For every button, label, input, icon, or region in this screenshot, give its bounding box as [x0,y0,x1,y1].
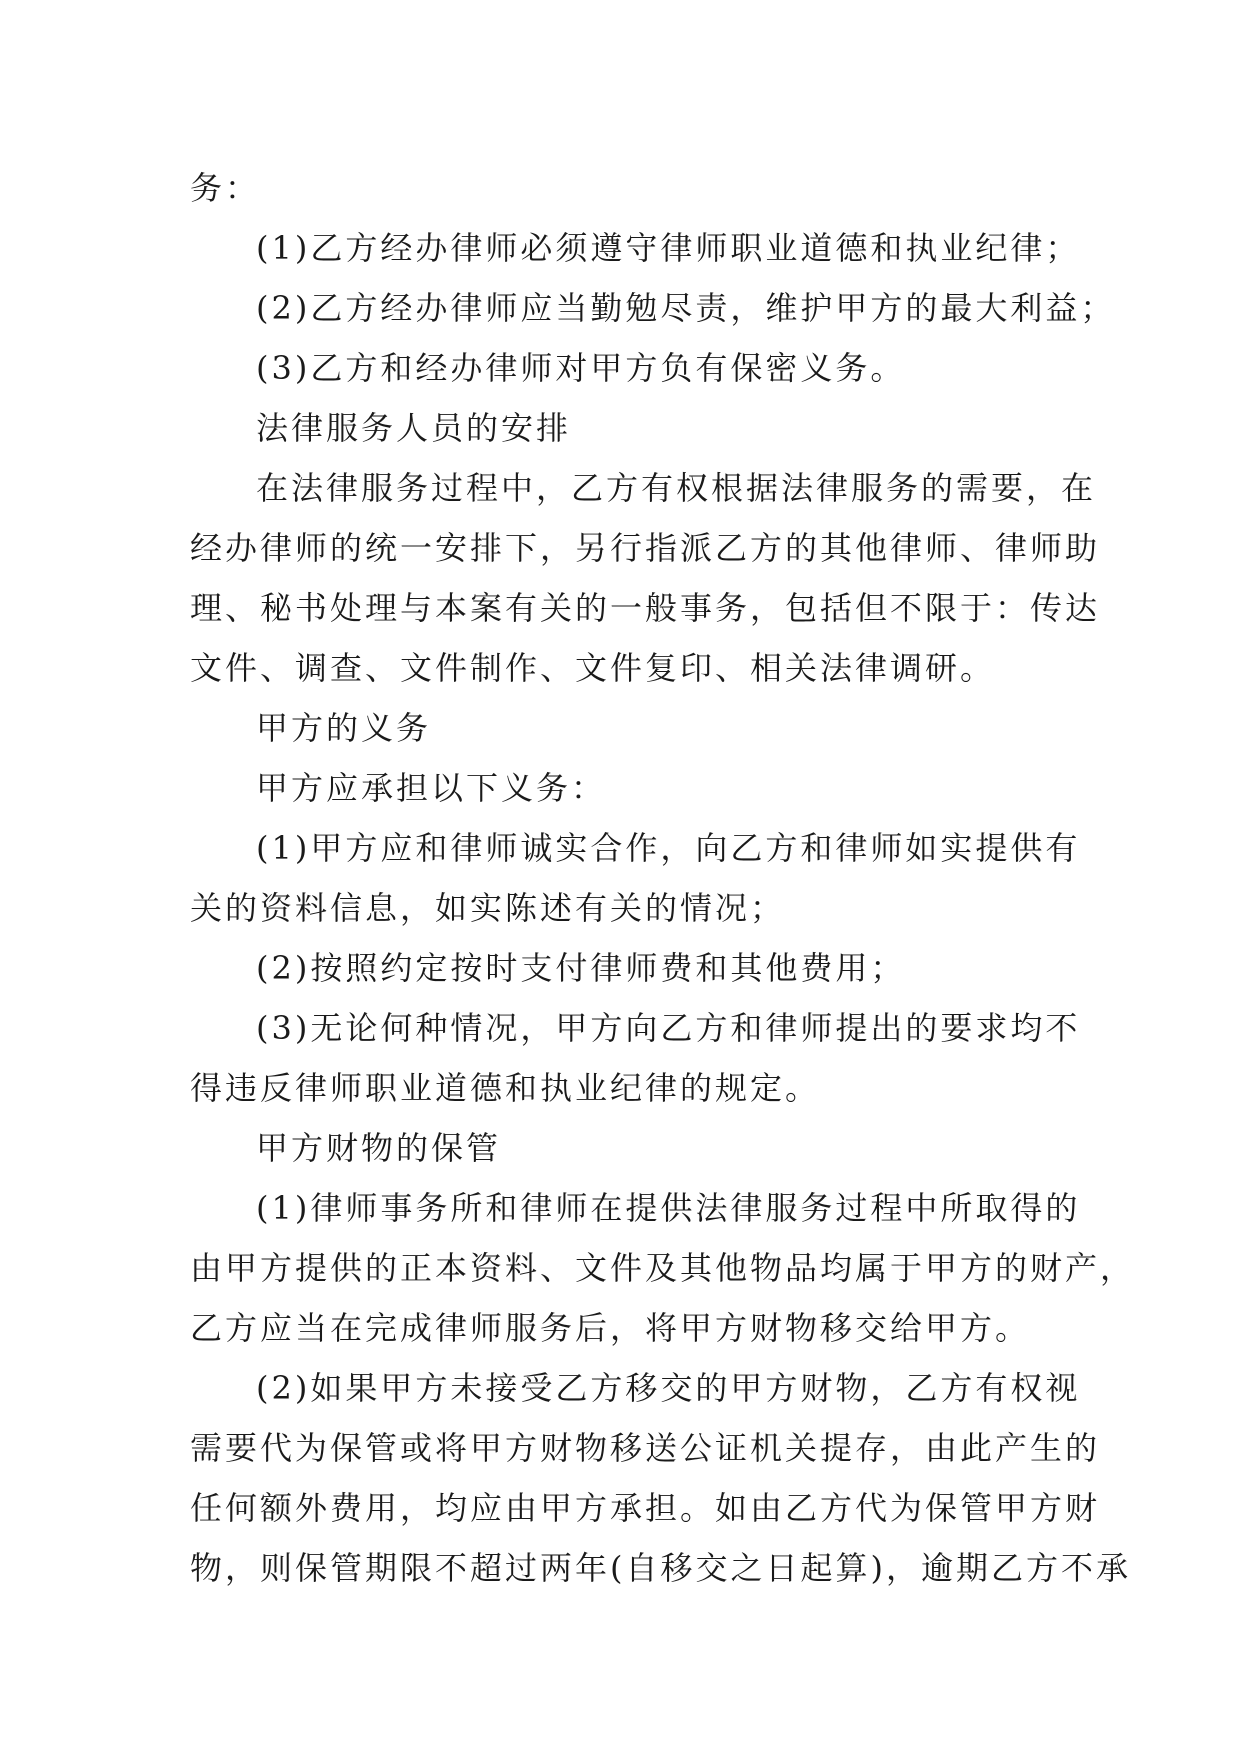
text-line: 得违反律师职业道德和执业纪律的规定。 [190,1069,821,1107]
text-line: (1)甲方应和律师诚实合作，向乙方和律师如实提供有 [256,829,1081,867]
text-line: 物，则保管期限不超过两年(自移交之日起算)，逾期乙方不承 [190,1549,1131,1587]
text-line: 在法律服务过程中，乙方有权根据法律服务的需要，在 [256,469,1097,507]
section-heading: 甲方的义务 [256,709,432,747]
text-line: (2)如果甲方未接受乙方移交的甲方财物，乙方有权视 [256,1369,1081,1407]
text-line: (1)乙方经办律师必须遵守律师职业道德和执业纪律； [256,229,1081,267]
section-heading: 法律服务人员的安排 [256,409,572,447]
text-line: 需要代为保管或将甲方财物移送公证机关提存，由此产生的 [190,1429,1101,1467]
text-line: 经办律师的统一安排下，另行指派乙方的其他律师、律师助 [190,529,1101,567]
text-line: (2)按照约定按时支付律师费和其他费用； [256,949,906,987]
text-line: 甲方应承担以下义务： [256,769,607,807]
text-line: (2)乙方经办律师应当勤勉尽责，维护甲方的最大利益； [256,289,1116,327]
text-line: (3)乙方和经办律师对甲方负有保密义务。 [256,349,906,387]
text-line: 任何额外费用，均应由甲方承担。如由乙方代为保管甲方财 [190,1489,1101,1527]
section-heading: 甲方财物的保管 [256,1129,502,1167]
text-line: (3)无论何种情况，甲方向乙方和律师提出的要求均不 [256,1009,1081,1047]
document-body [190,158,1136,1598]
text-line: 乙方应当在完成律师服务后，将甲方财物移交给甲方。 [190,1309,1031,1347]
text-line: 关的资料信息，如实陈述有关的情况； [190,889,786,927]
text-line: (1)律师事务所和律师在提供法律服务过程中所取得的 [256,1189,1081,1227]
text-line: 文件、调查、文件制作、文件复印、相关法律调研。 [190,649,996,687]
text-line: 理、秘书处理与本案有关的一般事务，包括但不限于：传达 [190,589,1101,627]
text-line: 务： [190,169,261,207]
text-line: 由甲方提供的正本资料、文件及其他物品均属于甲方的财产， [190,1249,1136,1287]
